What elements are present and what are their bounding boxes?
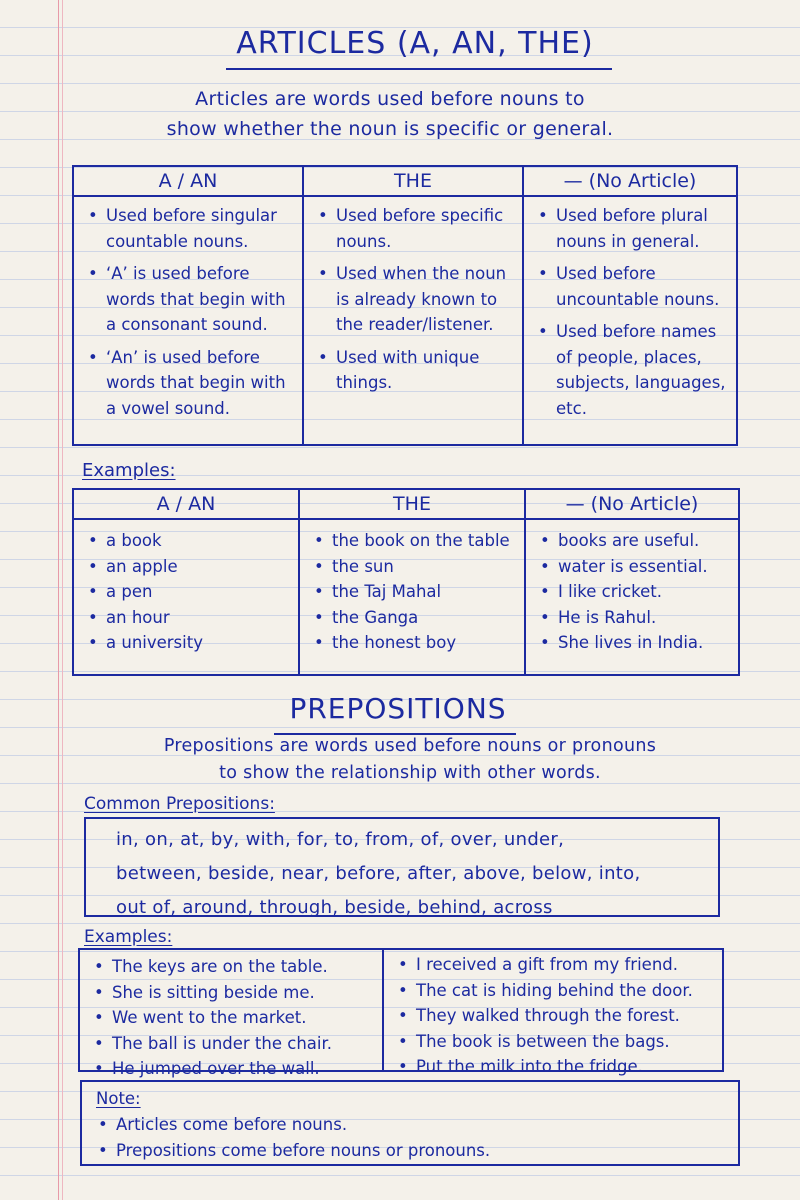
articles-examples-table bbox=[72, 488, 740, 676]
rules-table-header bbox=[74, 167, 736, 197]
prepositions-intro bbox=[80, 733, 740, 787]
preposition-example-item: • We went to the market. bbox=[92, 1005, 374, 1031]
example-item: • a pen bbox=[86, 579, 290, 605]
rule-item: • Used before names of people, places, subjects, languages, etc. bbox=[536, 319, 728, 421]
note-box bbox=[80, 1080, 740, 1166]
rule-item: • Used before specific nouns. bbox=[316, 203, 514, 254]
prepositions-title: PREPOSITIONS bbox=[289, 692, 507, 725]
common-prepositions-box bbox=[84, 817, 720, 917]
example-item: • the honest boy bbox=[312, 630, 516, 656]
articles-intro-line-2: show whether the noun is specific or general. bbox=[166, 118, 614, 140]
rules-col-a-an bbox=[74, 197, 304, 444]
example-item: • water is essential. bbox=[538, 554, 730, 580]
prepositions-examples-right bbox=[384, 950, 722, 1076]
preposition-example-item: • They walked through the forest. bbox=[396, 1003, 714, 1029]
common-prepositions-line-2: between, beside, near, before, after, above, below, into, bbox=[116, 863, 641, 884]
examples-header-no-article: — (No Article) bbox=[565, 493, 699, 515]
examples-header-the: THE bbox=[300, 490, 526, 518]
common-prepositions-line-3: out of, around, through, beside, behind, across bbox=[116, 897, 553, 918]
rules-header-a-an: A / AN bbox=[74, 167, 304, 195]
articles-intro bbox=[80, 84, 700, 144]
rules-table-body bbox=[74, 197, 736, 444]
prepositions-intro-line-2: to show the relationship with other words. bbox=[219, 763, 601, 783]
examples-col-no-article bbox=[526, 520, 738, 674]
articles-intro-line-1: Articles are words used before nouns to bbox=[195, 88, 585, 110]
example-item: • the Taj Mahal bbox=[312, 579, 516, 605]
articles-title-underline bbox=[226, 68, 612, 70]
rules-header-no-article: — (No Article) bbox=[563, 170, 697, 192]
page-margin-line-inner bbox=[62, 0, 63, 1200]
rule-item: • Used when the noun is already known to the reader/listener. bbox=[316, 261, 514, 338]
preposition-example-item: • The ball is under the chair. bbox=[92, 1031, 374, 1057]
common-prepositions-line-1: in, on, at, by, with, for, to, from, of, over, under, bbox=[116, 829, 565, 850]
preposition-example-item: • The book is between the bags. bbox=[396, 1029, 714, 1055]
example-item: • I like cricket. bbox=[538, 579, 730, 605]
preposition-example-item: • The cat is hiding behind the door. bbox=[396, 978, 714, 1004]
prepositions-intro-line-1: Prepositions are words used before nouns or pronouns bbox=[163, 736, 657, 756]
preposition-example-item: • Put the milk into the fridge. bbox=[396, 1054, 714, 1080]
rule-item: • ‘An’ is used before words that begin with a vowel sound. bbox=[86, 345, 294, 422]
rules-col-the bbox=[304, 197, 524, 444]
example-item: • the book on the table bbox=[312, 528, 516, 554]
rule-item: • Used with unique things. bbox=[316, 345, 514, 396]
example-item: • a university bbox=[86, 630, 290, 656]
prepositions-examples-table bbox=[78, 948, 724, 1078]
rules-header-the: THE bbox=[304, 167, 524, 195]
example-item: • the sun bbox=[312, 554, 516, 580]
rule-item: • Used before singular countable nouns. bbox=[86, 203, 294, 254]
example-item: • an hour bbox=[86, 605, 290, 631]
examples-col-a-an bbox=[74, 520, 300, 674]
preposition-example-item: • He jumped over the wall. bbox=[92, 1056, 374, 1082]
rule-item: • Used before uncountable nouns. bbox=[536, 261, 728, 312]
articles-examples-label: Examples: bbox=[82, 460, 176, 481]
note-item: • Articles come before nouns. bbox=[96, 1112, 726, 1138]
example-item: • the Ganga bbox=[312, 605, 516, 631]
examples-col-the bbox=[300, 520, 526, 674]
preposition-example-item: • I received a gift from my friend. bbox=[396, 952, 714, 978]
rule-item: • Used before plural nouns in general. bbox=[536, 203, 728, 254]
rule-item: • ‘A’ is used before words that begin with a consonant sound. bbox=[86, 261, 294, 338]
examples-header-a-an: A / AN bbox=[74, 490, 300, 518]
prepositions-examples-left bbox=[80, 950, 384, 1078]
example-item: • a book bbox=[86, 528, 290, 554]
page-margin-line bbox=[58, 0, 59, 1200]
common-prepositions-label: Common Prepositions: bbox=[84, 794, 275, 814]
preposition-example-item: • The keys are on the table. bbox=[92, 954, 374, 980]
example-item: • books are useful. bbox=[538, 528, 730, 554]
articles-rules-table bbox=[72, 165, 738, 446]
articles-title: ARTICLES (A, AN, THE) bbox=[236, 26, 594, 61]
example-item: • He is Rahul. bbox=[538, 605, 730, 631]
examples-table-body bbox=[74, 520, 738, 674]
example-item: • She lives in India. bbox=[538, 630, 730, 656]
example-item: • an apple bbox=[86, 554, 290, 580]
rules-col-no-article bbox=[524, 197, 736, 444]
preposition-example-item: • She is sitting beside me. bbox=[92, 980, 374, 1006]
note-item: • Prepositions come before nouns or pronouns. bbox=[96, 1138, 726, 1164]
examples-table-header bbox=[74, 490, 738, 520]
prepositions-examples-label: Examples: bbox=[84, 927, 173, 947]
note-label: Note: bbox=[96, 1089, 141, 1108]
